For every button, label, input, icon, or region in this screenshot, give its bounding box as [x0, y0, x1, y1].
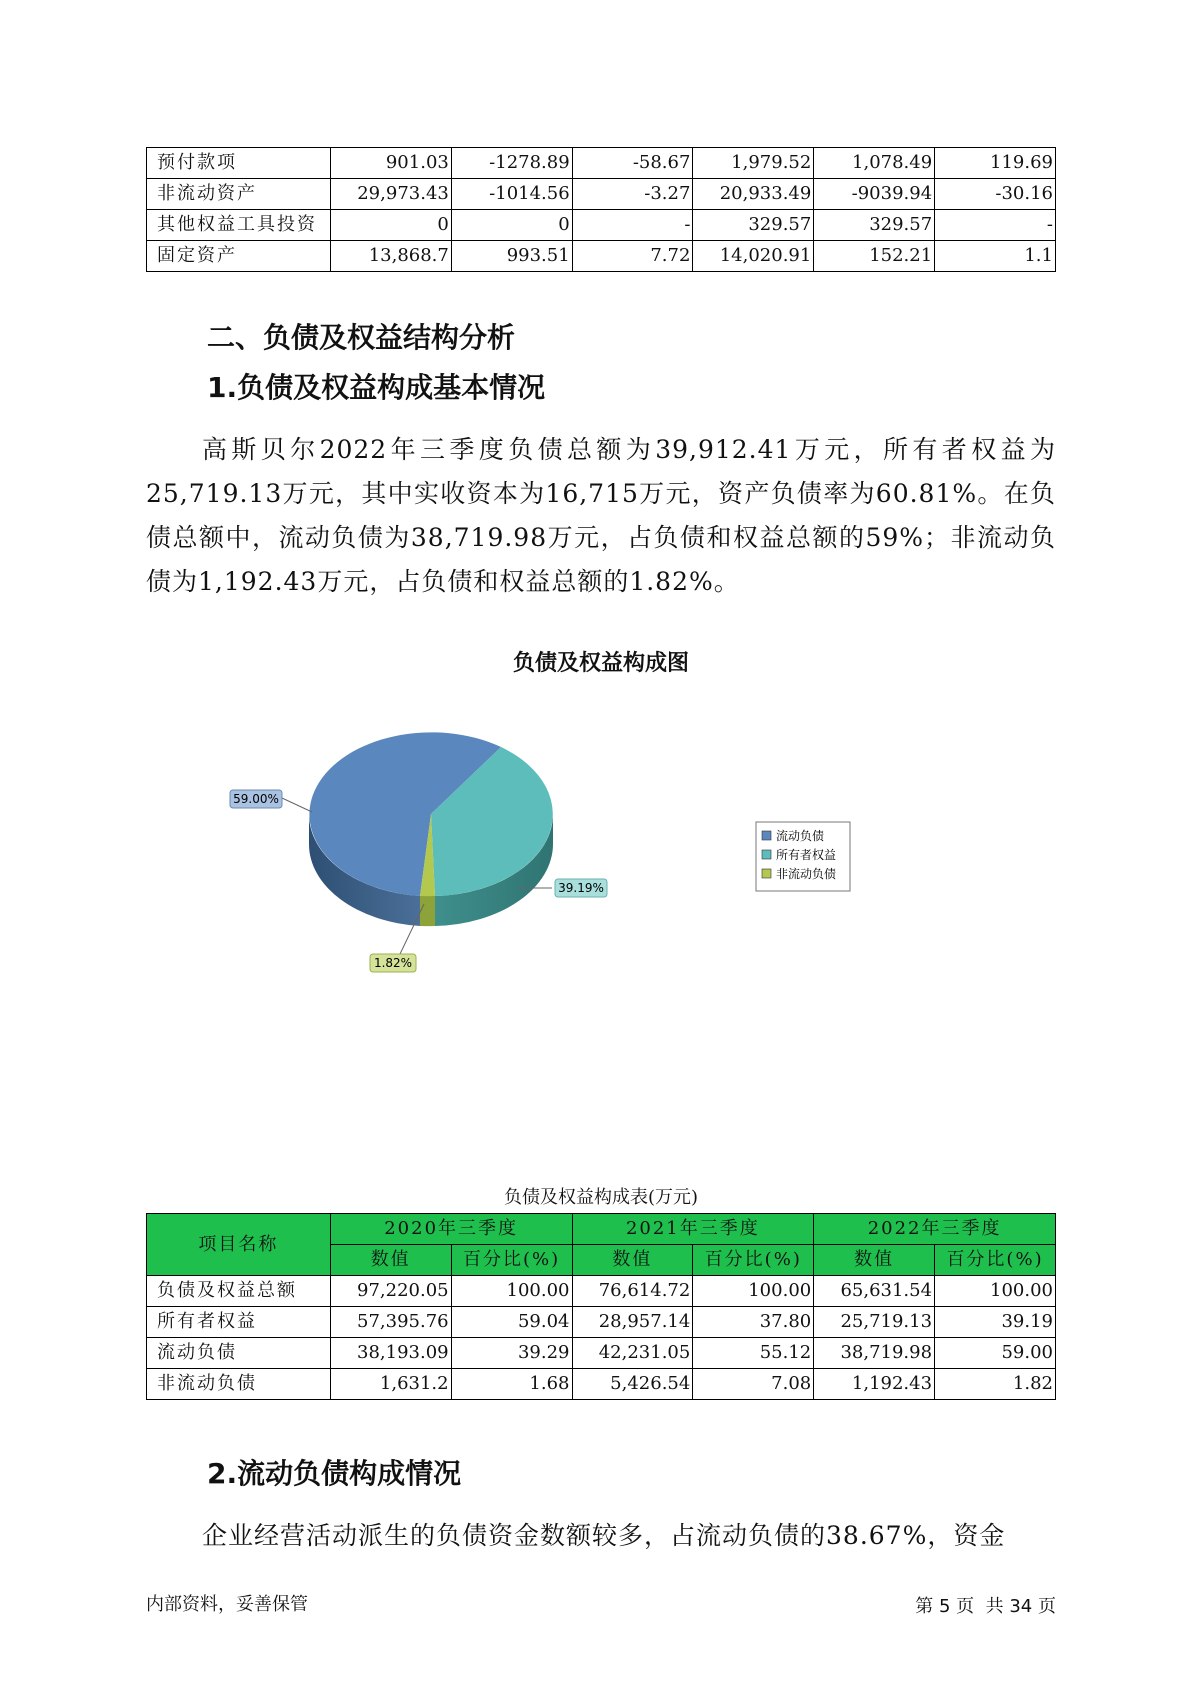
table-row: [147, 1276, 1056, 1307]
row-name: 非流动资产: [147, 179, 331, 210]
header-period: 2022年三季度: [814, 1214, 1056, 1245]
cell: 13,868.7: [330, 241, 451, 272]
row-name: 负债及权益总额: [147, 1276, 331, 1307]
table-row: [147, 1307, 1056, 1338]
total-pages: 34: [1009, 1596, 1033, 1617]
table-row: [147, 1369, 1056, 1400]
cell: -: [572, 210, 693, 241]
cell: 0: [451, 210, 572, 241]
legend-swatch: [762, 869, 771, 878]
header-period: 2021年三季度: [572, 1214, 814, 1245]
cell: 901.03: [330, 148, 451, 179]
legend-label: 所有者权益: [776, 848, 837, 862]
page-suffix: 页: [1038, 1596, 1056, 1617]
row-name: 预付款项: [147, 148, 331, 179]
row-name: 其他权益工具投资: [147, 210, 331, 241]
header-value: 数值: [814, 1245, 935, 1276]
table-caption: 负债及权益构成表(万元): [503, 1187, 699, 1208]
cell: 100.00: [935, 1276, 1056, 1307]
cell: 76,614.72: [572, 1276, 693, 1307]
cell: 1,979.52: [693, 148, 814, 179]
data-label-current-liabilities: 59.00%: [233, 792, 279, 806]
table-header-row: [147, 1214, 1056, 1245]
legend-swatch: [762, 850, 771, 859]
cell: -9039.94: [814, 179, 935, 210]
row-name: 所有者权益: [147, 1307, 331, 1338]
header-pct: 百分比(%): [451, 1245, 572, 1276]
pie-side-green: [420, 896, 435, 926]
table-row: [147, 148, 1056, 179]
row-name: 固定资产: [147, 241, 331, 272]
header-value: 数值: [330, 1245, 451, 1276]
cell: 59.04: [451, 1307, 572, 1338]
cell: 59.00: [935, 1338, 1056, 1369]
cell: 119.69: [935, 148, 1056, 179]
page-number: [915, 1592, 1056, 1618]
cell: 1,192.43: [814, 1369, 935, 1400]
cell: 0: [330, 210, 451, 241]
cell: 57,395.76: [330, 1307, 451, 1338]
liabilities-equity-table: [146, 1213, 1056, 1400]
cell: -: [935, 210, 1056, 241]
header-period: 2020年三季度: [330, 1214, 572, 1245]
data-label-noncurrent-liabilities: 1.82%: [373, 956, 413, 970]
cell: 39.29: [451, 1338, 572, 1369]
cell: 39.19: [935, 1307, 1056, 1338]
cell: 38,719.98: [814, 1338, 935, 1369]
table-row: [147, 1338, 1056, 1369]
cell: 7.72: [572, 241, 693, 272]
asset-change-table: [146, 147, 1056, 272]
cell: 28,957.14: [572, 1307, 693, 1338]
row-name: 流动负债: [147, 1338, 331, 1369]
section-heading: 二、负债及权益结构分析: [207, 321, 516, 354]
cell: 329.57: [693, 210, 814, 241]
cell: 1.82: [935, 1369, 1056, 1400]
header-pct: 百分比(%): [693, 1245, 814, 1276]
table-row: [147, 179, 1056, 210]
cell: -1014.56: [451, 179, 572, 210]
table-row: [147, 210, 1056, 241]
page-prefix: 第: [915, 1596, 934, 1617]
legend-label: 非流动负债: [776, 867, 837, 881]
cell: 1.68: [451, 1369, 572, 1400]
row-name: 非流动负债: [147, 1369, 331, 1400]
cell: 152.21: [814, 241, 935, 272]
cell: 97,220.05: [330, 1276, 451, 1307]
header-item-name: 项目名称: [147, 1214, 331, 1276]
data-label-equity: 39.19%: [558, 881, 604, 895]
cell: 5,426.54: [572, 1369, 693, 1400]
cell: 993.51: [451, 241, 572, 272]
page-mid: 页 共: [956, 1596, 1004, 1617]
analysis-paragraph: 企业经营活动派生的负债资金数额较多，占流动负债的38.67%，资金: [202, 1521, 1006, 1550]
header-pct: 百分比(%): [935, 1245, 1056, 1276]
header-value: 数值: [572, 1245, 693, 1276]
cell: 29,973.43: [330, 179, 451, 210]
table-row: [147, 241, 1056, 272]
cell: 65,631.54: [814, 1276, 935, 1307]
cell: -30.16: [935, 179, 1056, 210]
pie-chart: [220, 720, 960, 980]
cell: -58.67: [572, 148, 693, 179]
cell: 38,193.09: [330, 1338, 451, 1369]
cell: 14,020.91: [693, 241, 814, 272]
leader-line: [282, 798, 312, 812]
subsection-heading: 1.负债及权益构成基本情况: [207, 371, 546, 404]
cell: 7.08: [693, 1369, 814, 1400]
cell: -1278.89: [451, 148, 572, 179]
cell: 25,719.13: [814, 1307, 935, 1338]
cell: 1,631.2: [330, 1369, 451, 1400]
footer-confidential: 内部资料，妥善保管: [146, 1594, 308, 1615]
subsection-heading: 2.流动负债构成情况: [207, 1457, 462, 1490]
chart-title: 负债及权益构成图: [512, 651, 689, 676]
cell: 100.00: [693, 1276, 814, 1307]
cell: 55.12: [693, 1338, 814, 1369]
cell: 20,933.49: [693, 179, 814, 210]
current-page: 5: [938, 1596, 951, 1617]
cell: -3.27: [572, 179, 693, 210]
analysis-paragraph: 高斯贝尔2022年三季度负债总额为39,912.41万元，所有者权益为25,719.13万元，其中实收资本为16,715万元，资产负债率为60.81%。在负债总额中，流动负债为38,719.98万元，占负债和权益总额的59%；非流动负债为1,192.43万元，占负债和权益总额的1.82%。: [146, 435, 1056, 596]
cell: 100.00: [451, 1276, 572, 1307]
cell: 329.57: [814, 210, 935, 241]
cell: 1,078.49: [814, 148, 935, 179]
cell: 1.1: [935, 241, 1056, 272]
legend-label: 流动负债: [776, 829, 825, 843]
legend-swatch: [762, 831, 771, 840]
cell: 37.80: [693, 1307, 814, 1338]
cell: 42,231.05: [572, 1338, 693, 1369]
